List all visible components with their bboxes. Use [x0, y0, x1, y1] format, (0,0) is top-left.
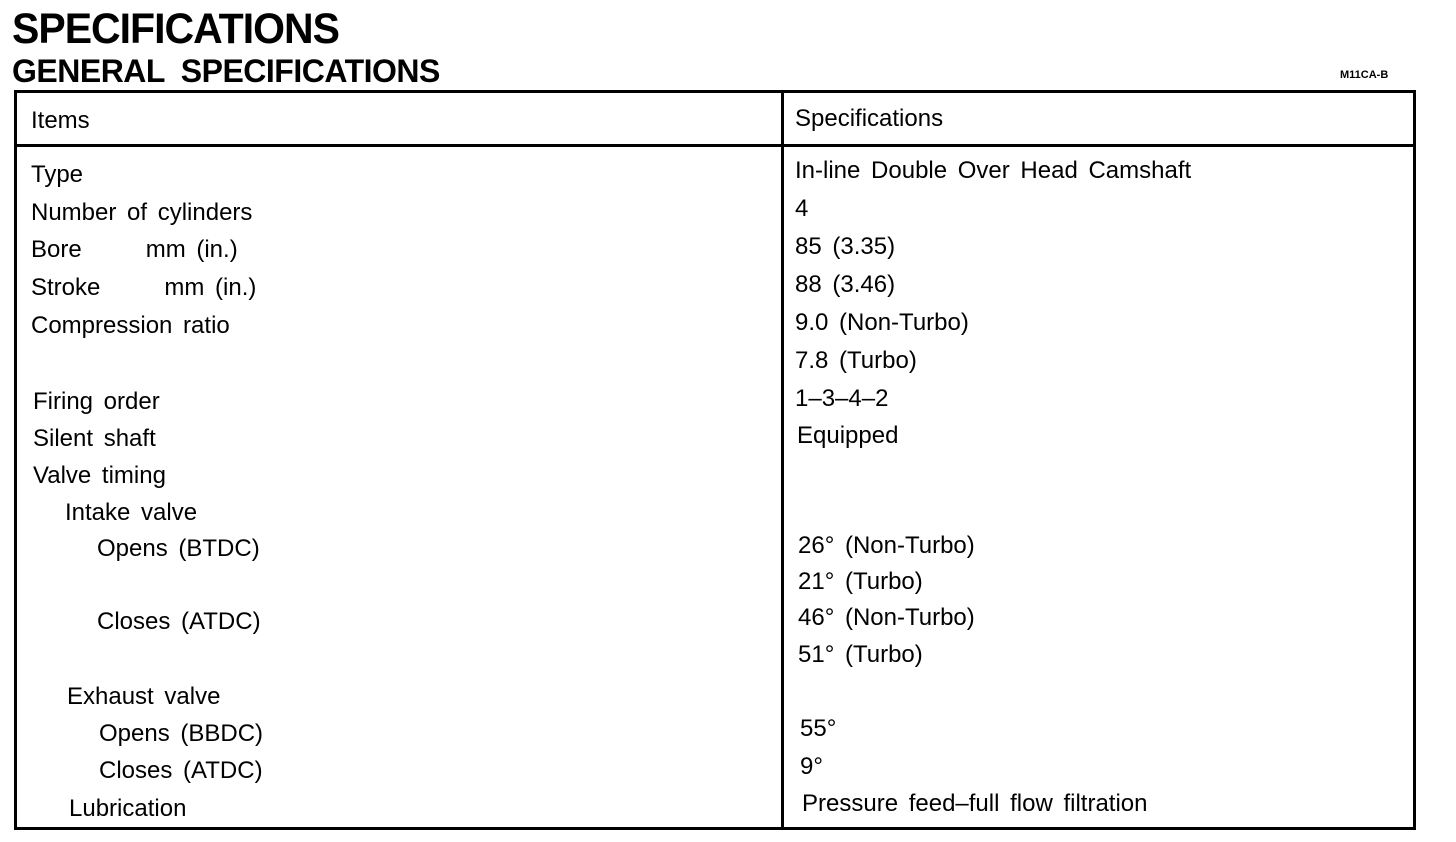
row-spec-type: In-line Double Over Head Camshaft [795, 157, 1192, 184]
row-spec-intake-closes-turbo: 51° (Turbo) [798, 641, 923, 668]
row-item-bore: Bore mm (in.) [31, 236, 238, 263]
row-item-cylinders: Number of cylinders [31, 199, 253, 226]
row-spec-bore: 85 (3.35) [795, 233, 896, 260]
row-item-intake-closes: Closes (ATDC) [97, 608, 261, 635]
row-item-exhaust-valve: Exhaust valve [67, 683, 221, 710]
row-spec-compression-turbo: 7.8 (Turbo) [795, 347, 917, 374]
specifications-table [14, 90, 1416, 830]
row-item-valve-timing: Valve timing [33, 462, 166, 489]
column-header-items: Items [31, 107, 90, 134]
row-item-silent-shaft: Silent shaft [33, 425, 156, 452]
row-item-exhaust-opens: Opens (BBDC) [99, 720, 264, 747]
row-item-lubrication: Lubrication [69, 795, 187, 822]
row-spec-stroke: 88 (3.46) [795, 271, 896, 298]
section-title: GENERAL SPECIFICATIONS [12, 53, 440, 89]
column-divider [781, 93, 784, 827]
header-divider [17, 144, 1413, 147]
row-spec-intake-closes-nonturbo: 46° (Non-Turbo) [798, 604, 975, 631]
row-item-stroke: Stroke mm (in.) [31, 274, 257, 301]
row-item-intake-opens: Opens (BTDC) [97, 535, 260, 562]
row-spec-firing-order: 1–3–4–2 [795, 385, 889, 412]
reference-code: M11CA-B [1340, 69, 1389, 81]
row-spec-exhaust-closes: 9° [800, 753, 823, 780]
column-header-specifications: Specifications [795, 105, 944, 132]
row-item-intake-valve: Intake valve [65, 499, 198, 526]
row-item-type: Type [31, 161, 84, 188]
page-title: SPECIFICATIONS [12, 4, 339, 53]
row-spec-silent-shaft: Equipped [797, 422, 899, 449]
row-spec-lubrication: Pressure feed–full flow filtration [802, 790, 1148, 817]
row-spec-intake-opens-nonturbo: 26° (Non-Turbo) [798, 532, 975, 559]
row-spec-intake-opens-turbo: 21° (Turbo) [798, 568, 923, 595]
row-spec-compression-nonturbo: 9.0 (Non-Turbo) [795, 309, 969, 336]
row-item-compression: Compression ratio [31, 312, 230, 339]
row-spec-cylinders: 4 [795, 195, 809, 222]
row-item-firing-order: Firing order [33, 388, 160, 415]
row-item-exhaust-closes: Closes (ATDC) [99, 757, 263, 784]
row-spec-exhaust-opens: 55° [800, 715, 837, 742]
